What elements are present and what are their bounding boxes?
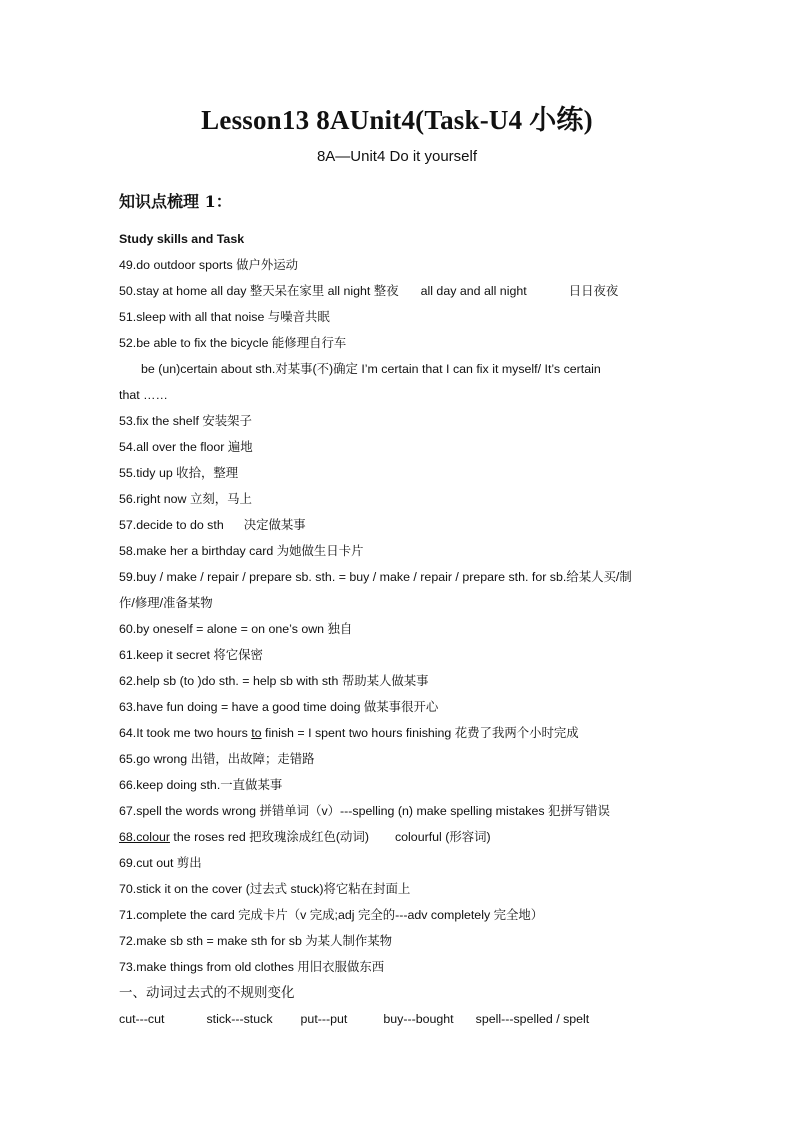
page-title: Lesson13 8AUnit4(Task-U4 小练) — [201, 105, 593, 135]
note-57 — [119, 512, 679, 538]
note-50-part3: 日日夜夜 — [568, 284, 619, 298]
irregular-verb: put---put — [300, 1012, 348, 1026]
note-72: 72.make sb sth = make sth for sb 为某人制作某物 — [119, 934, 393, 948]
irregular-verb: stick---stuck — [206, 1012, 273, 1026]
irregular-verb: spell---spelled / spelt — [475, 1012, 590, 1026]
page-subtitle: 8A—Unit4 Do it yourself — [316, 148, 478, 165]
note-70: 70.stick it on the cover (过去式 stuck)将它粘在封面上 — [119, 882, 411, 896]
note-64 — [119, 720, 679, 746]
note-64-part1: 64.It took me two hours — [119, 726, 252, 740]
note-68-underlined: 68.colour — [119, 830, 170, 844]
note-67: 67.spell the words wrong 拼错单词（v）---spelling (n) make spelling mistakes 犯拼写错误 — [119, 804, 610, 818]
note-57-part1: 57.decide to do sth — [119, 518, 224, 532]
note-60: 60.by oneself = alone = on one’s own 独自 — [119, 622, 353, 636]
note-50-part2: all day and all night — [420, 284, 527, 298]
note-58: 58.make her a birthday card 为她做生日卡片 — [119, 544, 364, 558]
note-52: 52.be able to fix the bicycle 能修理自行车 — [119, 336, 347, 350]
note-69: 69.cut out 剪出 — [119, 856, 202, 870]
notes-content — [119, 226, 679, 1032]
note-64-underlined: to — [251, 726, 262, 740]
note-50 — [119, 278, 679, 304]
note-63: 63.have fun doing = have a good time doing 做某事很开心 — [119, 700, 439, 714]
note-59: 59.buy / make / repair / prepare sb. sth. = buy / make / repair / prepare sth. for sb.给某人买/制 — [119, 570, 632, 584]
irregular-verbs-heading: 一、动词过去式的不规则变化 — [119, 985, 295, 1000]
irregular-verb: buy---bought — [383, 1012, 454, 1026]
note-73: 73.make things from old clothes 用旧衣服做东西 — [119, 960, 385, 974]
study-heading: Study skills and Task — [119, 232, 245, 246]
note-57-part2: 决定做某事 — [243, 518, 306, 532]
section-heading: 知识点梳理 1： — [119, 192, 232, 211]
note-62: 62.help sb (to )do sth. = help sb with sth 帮助某人做某事 — [119, 674, 429, 688]
note-53: 53.fix the shelf 安装架子 — [119, 414, 252, 428]
note-68-part1: the roses red 把玫瑰涂成红色(动词) — [169, 830, 369, 844]
note-49: 49.do outdoor sports 做户外运动 — [119, 258, 299, 272]
note-59-continued: 作/修理/准备某物 — [119, 596, 213, 610]
note-61: 61.keep it secret 将它保密 — [119, 648, 263, 662]
note-52-continued: that …… — [119, 388, 168, 402]
note-56: 56.right now 立刻，马上 — [119, 492, 252, 506]
note-71: 71.complete the card 完成卡片（v 完成;adj 完全的---adv completely 完全地） — [119, 908, 544, 922]
note-66: 66.keep doing sth.一直做某事 — [119, 778, 283, 792]
irregular-verbs-row — [119, 1006, 679, 1032]
note-65: 65.go wrong 出错，出故障；走错路 — [119, 752, 315, 766]
note-54: 54.all over the floor 遍地 — [119, 440, 253, 454]
note-52-detail: be (un)certain about sth.对某事(不)确定 I’m certain that I can fix it myself/ It’s certain — [141, 362, 601, 376]
irregular-verb: cut---cut — [119, 1012, 165, 1026]
note-51: 51.sleep with all that noise 与噪音共眠 — [119, 310, 330, 324]
note-55: 55.tidy up 收拾，整理 — [119, 466, 239, 480]
note-68 — [119, 824, 679, 850]
note-50-part1: 50.stay at home all day 整天呆在家里 all night 整夜 — [119, 284, 399, 298]
note-68-part2: colourful (形容词) — [394, 830, 491, 844]
note-64-part2: finish = I spent two hours finishing 花费了我两个小时完成 — [261, 726, 579, 740]
